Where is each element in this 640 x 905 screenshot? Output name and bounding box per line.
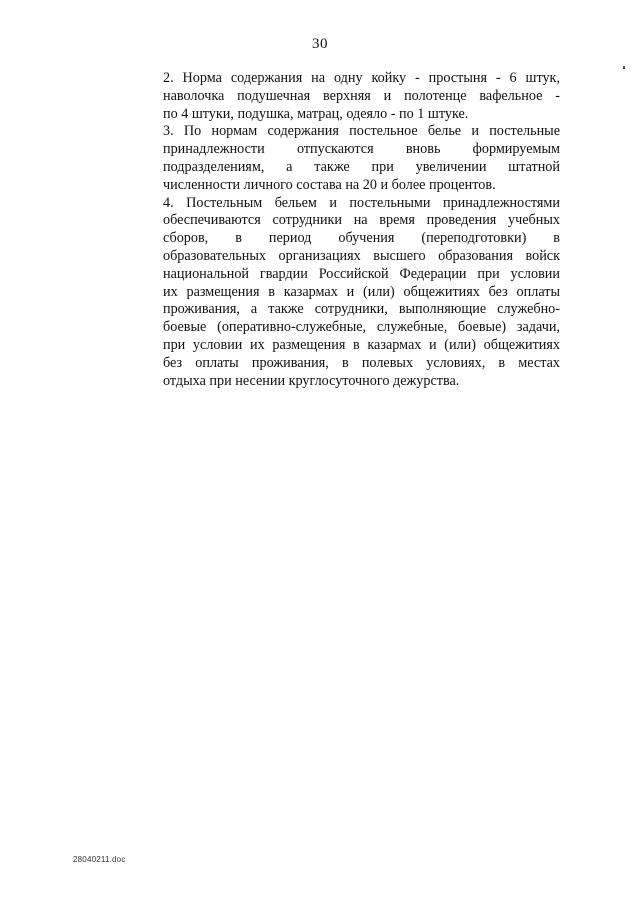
text-line: проживания, а также сотрудники, выполняющие служебно- [163,301,560,318]
scan-mark [623,66,625,69]
text-line: по 4 штуки, подушка, матрац, одеяло - по 1 штуке. [163,105,469,122]
text-line: подразделениям, а также при увеличении штатной [163,158,560,175]
text-line: 3. По нормам содержания постельное белье и постельные [163,123,560,140]
document-body [163,70,560,390]
text-line: 2. Норма содержания на одну койку - простыня - 6 штук, [163,70,560,86]
paragraph-item-4 [163,195,560,391]
file-name-footer: 28040211.doc [73,855,126,864]
text-line: наволочка подушечная верхняя и полотенце вафельное - [163,87,560,104]
text-line: отдыха при несении круглосуточного дежурства. [163,372,460,389]
text-line: сборов, в период обучения (переподготовки) в [163,230,560,247]
text-line: принадлежности отпускаются вновь формируемым [163,141,560,158]
text-line: боевые (оперативно-служебные, служебные, боевые) задачи, [163,319,560,336]
text-line: 4. Постельным бельем и постельными принадлежностями [163,194,560,211]
text-line: их размещения в казармах и (или) общежитиях без оплаты [163,283,560,300]
text-line: образовательных организациях высшего образования войск [163,247,560,264]
paragraph-item-3 [163,123,560,194]
text-line: без оплаты проживания, в полевых условиях, в местах [163,354,560,371]
text-line: обеспечиваются сотрудники на время проведения учебных [163,212,560,229]
text-line: национальной гвардии Российской Федерации при условии [163,265,560,282]
text-line: численности личного состава на 20 и более процентов. [163,176,496,193]
text-line: при условии их размещения в казармах и (или) общежитиях [163,336,560,353]
paragraph-item-2 [163,70,560,123]
page-number: 30 [312,36,328,52]
